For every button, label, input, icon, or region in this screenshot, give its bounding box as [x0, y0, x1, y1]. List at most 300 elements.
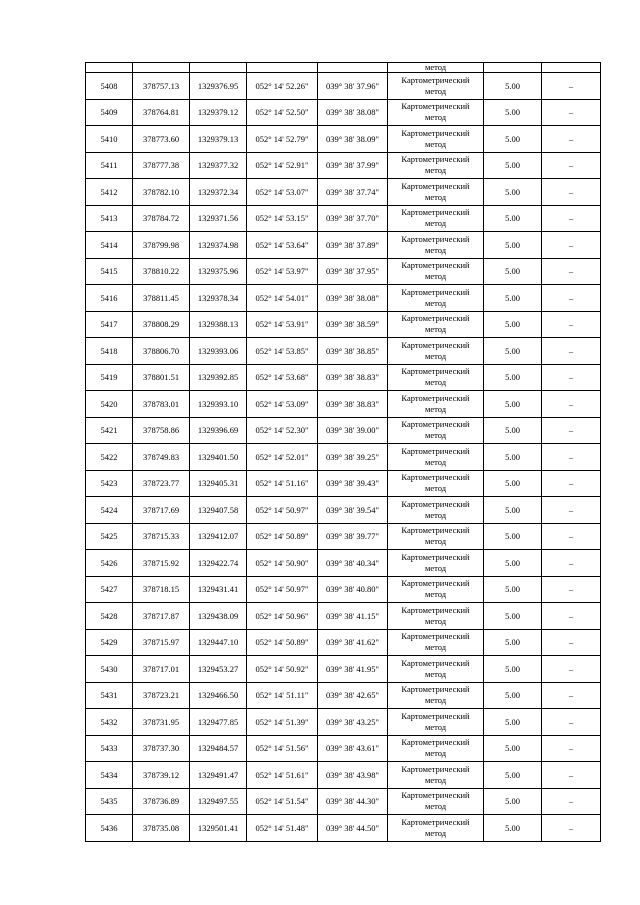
- cell-x-coordinate: 378784.72: [133, 205, 190, 232]
- method-line-1: Картометрический: [401, 525, 470, 536]
- cell-method: [388, 417, 484, 444]
- cell-y-coordinate: 1329401.50: [190, 444, 247, 471]
- cell-empty: [484, 63, 542, 73]
- cell-empty: [86, 63, 133, 73]
- cell-latitude: 052° 14' 53.85": [247, 338, 318, 365]
- cell-accuracy: 5.00: [484, 523, 542, 550]
- cell-x-coordinate: 378810.22: [133, 258, 190, 285]
- cell-note: –: [542, 550, 601, 577]
- table-row: [86, 338, 601, 365]
- cell-x-coordinate: 378799.98: [133, 232, 190, 259]
- cell-x-coordinate: 378715.33: [133, 523, 190, 550]
- cell-y-coordinate: 1329438.09: [190, 603, 247, 630]
- cell-y-coordinate: 1329477.85: [190, 709, 247, 736]
- cell-note: –: [542, 258, 601, 285]
- method-line-1: Картометрический: [401, 260, 470, 271]
- table-row: [86, 629, 601, 656]
- cell-latitude: 052° 14' 50.97": [247, 576, 318, 603]
- cell-latitude: 052° 14' 51.16": [247, 470, 318, 497]
- cell-y-coordinate: 1329412.07: [190, 523, 247, 550]
- cell-accuracy: 5.00: [484, 364, 542, 391]
- cell-longitude: 039° 38' 40.34": [318, 550, 388, 577]
- cell-note: –: [542, 497, 601, 524]
- table-row: [86, 364, 601, 391]
- method-line-1: Картометрический: [401, 286, 470, 297]
- cell-accuracy: 5.00: [484, 682, 542, 709]
- method-line-2: метод: [424, 377, 447, 388]
- cell-method: [388, 338, 484, 365]
- cell-accuracy: 5.00: [484, 497, 542, 524]
- cell-x-coordinate: 378731.95: [133, 709, 190, 736]
- method-line-1: Картометрический: [401, 816, 470, 827]
- method-line-2: метод: [424, 748, 447, 759]
- method-line-1: Картометрический: [401, 631, 470, 642]
- cell-accuracy: 5.00: [484, 258, 542, 285]
- cell-note: –: [542, 285, 601, 312]
- cell-longitude: 039° 38' 39.25": [318, 444, 388, 471]
- cell-point-id: 5417: [86, 311, 133, 338]
- cell-method: [388, 629, 484, 656]
- method-line-2: метод: [424, 827, 447, 838]
- cell-point-id: 5426: [86, 550, 133, 577]
- cell-x-coordinate: 378749.83: [133, 444, 190, 471]
- cell-y-coordinate: 1329379.13: [190, 126, 247, 153]
- method-line-2: метод: [424, 642, 447, 653]
- method-line-2: метод: [424, 668, 447, 679]
- coordinates-table: [85, 62, 601, 842]
- cell-accuracy: 5.00: [484, 815, 542, 842]
- cell-note: –: [542, 99, 601, 126]
- cell-y-coordinate: 1329453.27: [190, 656, 247, 683]
- cell-note: –: [542, 391, 601, 418]
- method-line-2: метод: [424, 801, 447, 812]
- method-line-1: Картометрический: [401, 419, 470, 430]
- method-line-2: метод: [424, 536, 447, 547]
- cell-accuracy: 5.00: [484, 470, 542, 497]
- method-line-2: метод: [424, 165, 447, 176]
- method-line-2: метод: [424, 456, 447, 467]
- table-row: [86, 205, 601, 232]
- table-row: [86, 470, 601, 497]
- cell-longitude: 039° 38' 37.95": [318, 258, 388, 285]
- cell-y-coordinate: 1329497.55: [190, 788, 247, 815]
- method-line-2: метод: [424, 615, 447, 626]
- method-line-1: Картометрический: [401, 233, 470, 244]
- cell-method: [388, 99, 484, 126]
- method-line-2: метод: [424, 191, 447, 202]
- cell-latitude: 052° 14' 50.89": [247, 629, 318, 656]
- method-line-1: Картометрический: [401, 445, 470, 456]
- cell-y-coordinate: 1329376.95: [190, 73, 247, 100]
- cell-accuracy: 5.00: [484, 788, 542, 815]
- cell-y-coordinate: 1329375.96: [190, 258, 247, 285]
- cell-latitude: 052° 14' 51.39": [247, 709, 318, 736]
- method-line-2: метод: [424, 483, 447, 494]
- cell-point-id: 5418: [86, 338, 133, 365]
- cell-accuracy: 5.00: [484, 576, 542, 603]
- method-line-2: метод: [424, 350, 447, 361]
- cell-longitude: 039° 38' 41.15": [318, 603, 388, 630]
- cell-y-coordinate: 1329422.74: [190, 550, 247, 577]
- method-line-1: Картометрический: [401, 737, 470, 748]
- method-line-1: Картометрический: [401, 657, 470, 668]
- cell-longitude: 039° 38' 38.08": [318, 99, 388, 126]
- cell-y-coordinate: 1329407.58: [190, 497, 247, 524]
- cell-empty: [247, 63, 318, 73]
- cell-accuracy: 5.00: [484, 444, 542, 471]
- cell-latitude: 052° 14' 53.97": [247, 258, 318, 285]
- cell-x-coordinate: 378723.21: [133, 682, 190, 709]
- cell-latitude: 052° 14' 53.68": [247, 364, 318, 391]
- cell-note: –: [542, 338, 601, 365]
- cell-note: –: [542, 179, 601, 206]
- cell-method: [388, 523, 484, 550]
- cell-y-coordinate: 1329405.31: [190, 470, 247, 497]
- cell-note: –: [542, 73, 601, 100]
- cell-latitude: 052° 14' 54.01": [247, 285, 318, 312]
- cell-latitude: 052° 14' 52.30": [247, 417, 318, 444]
- cell-y-coordinate: 1329501.41: [190, 815, 247, 842]
- cell-note: –: [542, 152, 601, 179]
- cell-longitude: 039° 38' 44.50": [318, 815, 388, 842]
- cell-method: [388, 364, 484, 391]
- method-line-1: Картометрический: [401, 551, 470, 562]
- method-line-1: Картометрический: [401, 578, 470, 589]
- cell-y-coordinate: 1329393.10: [190, 391, 247, 418]
- cell-x-coordinate: 378758.86: [133, 417, 190, 444]
- cell-latitude: 052° 14' 50.92": [247, 656, 318, 683]
- table-row-continued: [86, 63, 601, 73]
- cell-point-id: 5425: [86, 523, 133, 550]
- cell-longitude: 039° 38' 43.25": [318, 709, 388, 736]
- cell-longitude: 039° 38' 37.89": [318, 232, 388, 259]
- cell-accuracy: 5.00: [484, 179, 542, 206]
- cell-longitude: 039° 38' 39.43": [318, 470, 388, 497]
- cell-y-coordinate: 1329484.57: [190, 735, 247, 762]
- cell-method: [388, 735, 484, 762]
- cell-point-id: 5433: [86, 735, 133, 762]
- table-row: [86, 126, 601, 153]
- cell-empty: [133, 63, 190, 73]
- cell-note: –: [542, 735, 601, 762]
- cell-longitude: 039° 38' 39.77": [318, 523, 388, 550]
- cell-note: –: [542, 629, 601, 656]
- cell-latitude: 052° 14' 52.26": [247, 73, 318, 100]
- cell-point-id: 5432: [86, 709, 133, 736]
- cell-point-id: 5416: [86, 285, 133, 312]
- cell-latitude: 052° 14' 50.96": [247, 603, 318, 630]
- method-line-2: метод: [424, 244, 447, 255]
- cell-longitude: 039° 38' 38.09": [318, 126, 388, 153]
- method-line-1: Картометрический: [401, 366, 470, 377]
- cell-point-id: 5431: [86, 682, 133, 709]
- cell-x-coordinate: 378717.01: [133, 656, 190, 683]
- cell-y-coordinate: 1329388.13: [190, 311, 247, 338]
- method-line-2: метод: [424, 721, 447, 732]
- method-line-2: метод: [424, 85, 447, 96]
- cell-longitude: 039° 38' 40.80": [318, 576, 388, 603]
- cell-longitude: 039° 38' 37.99": [318, 152, 388, 179]
- cell-x-coordinate: 378735.08: [133, 815, 190, 842]
- method-line-1: Картометрический: [401, 207, 470, 218]
- method-line-1: Картометрический: [401, 180, 470, 191]
- method-line-1: Картометрический: [401, 339, 470, 350]
- cell-note: –: [542, 311, 601, 338]
- cell-note: –: [542, 523, 601, 550]
- cell-method: [388, 152, 484, 179]
- method-line-2: метод: [424, 430, 447, 441]
- cell-point-id: 5436: [86, 815, 133, 842]
- method-line-2: метод: [424, 695, 447, 706]
- cell-note: –: [542, 682, 601, 709]
- cell-point-id: 5408: [86, 73, 133, 100]
- cell-note: –: [542, 576, 601, 603]
- cell-y-coordinate: 1329372.34: [190, 179, 247, 206]
- cell-note: –: [542, 470, 601, 497]
- cell-method: [388, 285, 484, 312]
- cell-x-coordinate: 378736.89: [133, 788, 190, 815]
- cell-x-coordinate: 378811.45: [133, 285, 190, 312]
- cell-method: [388, 470, 484, 497]
- cell-note: –: [542, 788, 601, 815]
- cell-method: [388, 391, 484, 418]
- cell-accuracy: 5.00: [484, 99, 542, 126]
- cell-longitude: 039° 38' 38.83": [318, 391, 388, 418]
- cell-method: [388, 179, 484, 206]
- cell-latitude: 052° 14' 53.91": [247, 311, 318, 338]
- cell-latitude: 052° 14' 51.61": [247, 762, 318, 789]
- cell-y-coordinate: 1329393.06: [190, 338, 247, 365]
- cell-latitude: 052° 14' 53.64": [247, 232, 318, 259]
- table-row: [86, 311, 601, 338]
- cell-accuracy: 5.00: [484, 285, 542, 312]
- cell-method: [388, 258, 484, 285]
- table-row: [86, 603, 601, 630]
- method-line-1: Картометрический: [401, 101, 470, 112]
- cell-method: [388, 444, 484, 471]
- cell-accuracy: 5.00: [484, 205, 542, 232]
- cell-method: [388, 788, 484, 815]
- cell-method: [388, 709, 484, 736]
- cell-point-id: 5409: [86, 99, 133, 126]
- table-row: [86, 417, 601, 444]
- cell-point-id: 5410: [86, 126, 133, 153]
- method-line-2: метод: [424, 403, 447, 414]
- method-line-1: Картометрический: [401, 763, 470, 774]
- cell-y-coordinate: 1329447.10: [190, 629, 247, 656]
- cell-y-coordinate: 1329374.98: [190, 232, 247, 259]
- cell-x-coordinate: 378715.92: [133, 550, 190, 577]
- method-line-2: метод: [424, 138, 447, 149]
- cell-empty: [318, 63, 388, 73]
- cell-longitude: 039° 38' 38.08": [318, 285, 388, 312]
- table-row: [86, 550, 601, 577]
- cell-accuracy: 5.00: [484, 152, 542, 179]
- method-line-2: метод: [424, 112, 447, 123]
- cell-method: [388, 126, 484, 153]
- cell-y-coordinate: 1329377.32: [190, 152, 247, 179]
- cell-accuracy: 5.00: [484, 232, 542, 259]
- table-row: [86, 152, 601, 179]
- cell-longitude: 039° 38' 37.96": [318, 73, 388, 100]
- cell-longitude: 039° 38' 39.00": [318, 417, 388, 444]
- cell-latitude: 052° 14' 50.97": [247, 497, 318, 524]
- method-line-2: метод: [424, 218, 447, 229]
- cell-latitude: 052° 14' 51.54": [247, 788, 318, 815]
- cell-note: –: [542, 417, 601, 444]
- method-line-1: Картометрический: [401, 472, 470, 483]
- cell-latitude: 052° 14' 51.11": [247, 682, 318, 709]
- method-line-2: метод: [424, 297, 447, 308]
- cell-latitude: 052° 14' 52.01": [247, 444, 318, 471]
- cell-latitude: 052° 14' 50.89": [247, 523, 318, 550]
- cell-longitude: 039° 38' 37.70": [318, 205, 388, 232]
- cell-accuracy: 5.00: [484, 656, 542, 683]
- cell-method: [388, 762, 484, 789]
- cell-longitude: 039° 38' 44.30": [318, 788, 388, 815]
- cell-longitude: 039° 38' 43.61": [318, 735, 388, 762]
- cell-accuracy: 5.00: [484, 603, 542, 630]
- cell-note: –: [542, 232, 601, 259]
- cell-x-coordinate: 378715.97: [133, 629, 190, 656]
- cell-method: [388, 550, 484, 577]
- cell-x-coordinate: 378737.30: [133, 735, 190, 762]
- cell-x-coordinate: 378782.10: [133, 179, 190, 206]
- cell-longitude: 039° 38' 41.95": [318, 656, 388, 683]
- cell-point-id: 5415: [86, 258, 133, 285]
- cell-accuracy: 5.00: [484, 338, 542, 365]
- cell-x-coordinate: 378808.29: [133, 311, 190, 338]
- cell-accuracy: 5.00: [484, 73, 542, 100]
- method-line-1: Картометрический: [401, 392, 470, 403]
- cell-note: –: [542, 656, 601, 683]
- cell-accuracy: 5.00: [484, 735, 542, 762]
- method-line-2: метод: [424, 271, 447, 282]
- cell-x-coordinate: 378764.81: [133, 99, 190, 126]
- table-row: [86, 576, 601, 603]
- method-line-1: Картометрический: [401, 313, 470, 324]
- cell-accuracy: 5.00: [484, 550, 542, 577]
- cell-method: [388, 311, 484, 338]
- cell-point-id: 5424: [86, 497, 133, 524]
- cell-latitude: 052° 14' 53.07": [247, 179, 318, 206]
- cell-method: [388, 497, 484, 524]
- table-row: [86, 285, 601, 312]
- method-line-2: метод: [424, 589, 447, 600]
- cell-method: [388, 682, 484, 709]
- cell-point-id: 5434: [86, 762, 133, 789]
- cell-y-coordinate: 1329396.69: [190, 417, 247, 444]
- cell-x-coordinate: 378783.01: [133, 391, 190, 418]
- cell-method: [388, 205, 484, 232]
- table-row: [86, 735, 601, 762]
- cell-point-id: 5421: [86, 417, 133, 444]
- cell-point-id: 5429: [86, 629, 133, 656]
- cell-note: –: [542, 444, 601, 471]
- cell-accuracy: 5.00: [484, 709, 542, 736]
- cell-latitude: 052° 14' 53.09": [247, 391, 318, 418]
- method-line-1: Картометрический: [401, 74, 470, 85]
- cell-x-coordinate: 378757.13: [133, 73, 190, 100]
- cell-longitude: 039° 38' 37.74": [318, 179, 388, 206]
- cell-point-id: 5423: [86, 470, 133, 497]
- cell-latitude: 052° 14' 50.90": [247, 550, 318, 577]
- cell-note: –: [542, 709, 601, 736]
- cell-note: –: [542, 815, 601, 842]
- table-row: [86, 73, 601, 100]
- method-line-1: Картометрический: [401, 710, 470, 721]
- cell-longitude: 039° 38' 38.85": [318, 338, 388, 365]
- cell-point-id: 5412: [86, 179, 133, 206]
- cell-y-coordinate: 1329466.50: [190, 682, 247, 709]
- table-row: [86, 391, 601, 418]
- cell-point-id: 5411: [86, 152, 133, 179]
- cell-accuracy: 5.00: [484, 126, 542, 153]
- cell-accuracy: 5.00: [484, 762, 542, 789]
- cell-x-coordinate: 378723.77: [133, 470, 190, 497]
- cell-note: –: [542, 603, 601, 630]
- method-line-1: Картометрический: [401, 790, 470, 801]
- cell-y-coordinate: 1329431.41: [190, 576, 247, 603]
- cell-x-coordinate: 378806.70: [133, 338, 190, 365]
- method-line-2: метод: [424, 509, 447, 520]
- cell-note: –: [542, 126, 601, 153]
- table-row: [86, 497, 601, 524]
- cell-x-coordinate: 378717.69: [133, 497, 190, 524]
- cell-point-id: 5420: [86, 391, 133, 418]
- cell-note: –: [542, 205, 601, 232]
- cell-accuracy: 5.00: [484, 311, 542, 338]
- method-line-2: метод: [424, 562, 447, 573]
- cell-y-coordinate: 1329392.85: [190, 364, 247, 391]
- method-line-2: метод: [424, 774, 447, 785]
- cell-latitude: 052° 14' 52.50": [247, 99, 318, 126]
- cell-note: –: [542, 762, 601, 789]
- cell-latitude: 052° 14' 51.48": [247, 815, 318, 842]
- cell-x-coordinate: 378801.51: [133, 364, 190, 391]
- method-line-1: Картометрический: [401, 684, 470, 695]
- cell-y-coordinate: 1329379.12: [190, 99, 247, 126]
- cell-point-id: 5435: [86, 788, 133, 815]
- method-line-1: Картометрический: [401, 154, 470, 165]
- cell-point-id: 5413: [86, 205, 133, 232]
- cell-x-coordinate: 378773.60: [133, 126, 190, 153]
- table-body: [86, 63, 601, 842]
- cell-point-id: 5422: [86, 444, 133, 471]
- cell-longitude: 039° 38' 42.65": [318, 682, 388, 709]
- table-row: [86, 815, 601, 842]
- cell-x-coordinate: 378718.15: [133, 576, 190, 603]
- table-row: [86, 788, 601, 815]
- table-row: [86, 444, 601, 471]
- cell-longitude: 039° 38' 38.59": [318, 311, 388, 338]
- method-line-1: Картометрический: [401, 498, 470, 509]
- cell-accuracy: 5.00: [484, 417, 542, 444]
- cell-note: –: [542, 364, 601, 391]
- table-row: [86, 682, 601, 709]
- table-row: [86, 523, 601, 550]
- cell-longitude: 039° 38' 41.62": [318, 629, 388, 656]
- cell-x-coordinate: 378739.12: [133, 762, 190, 789]
- cell-method: [388, 232, 484, 259]
- cell-x-coordinate: 378717.87: [133, 603, 190, 630]
- method-line-1: Картометрический: [401, 127, 470, 138]
- cell-latitude: 052° 14' 51.56": [247, 735, 318, 762]
- table-row: [86, 656, 601, 683]
- table-row: [86, 179, 601, 206]
- cell-point-id: 5427: [86, 576, 133, 603]
- table-row: [86, 762, 601, 789]
